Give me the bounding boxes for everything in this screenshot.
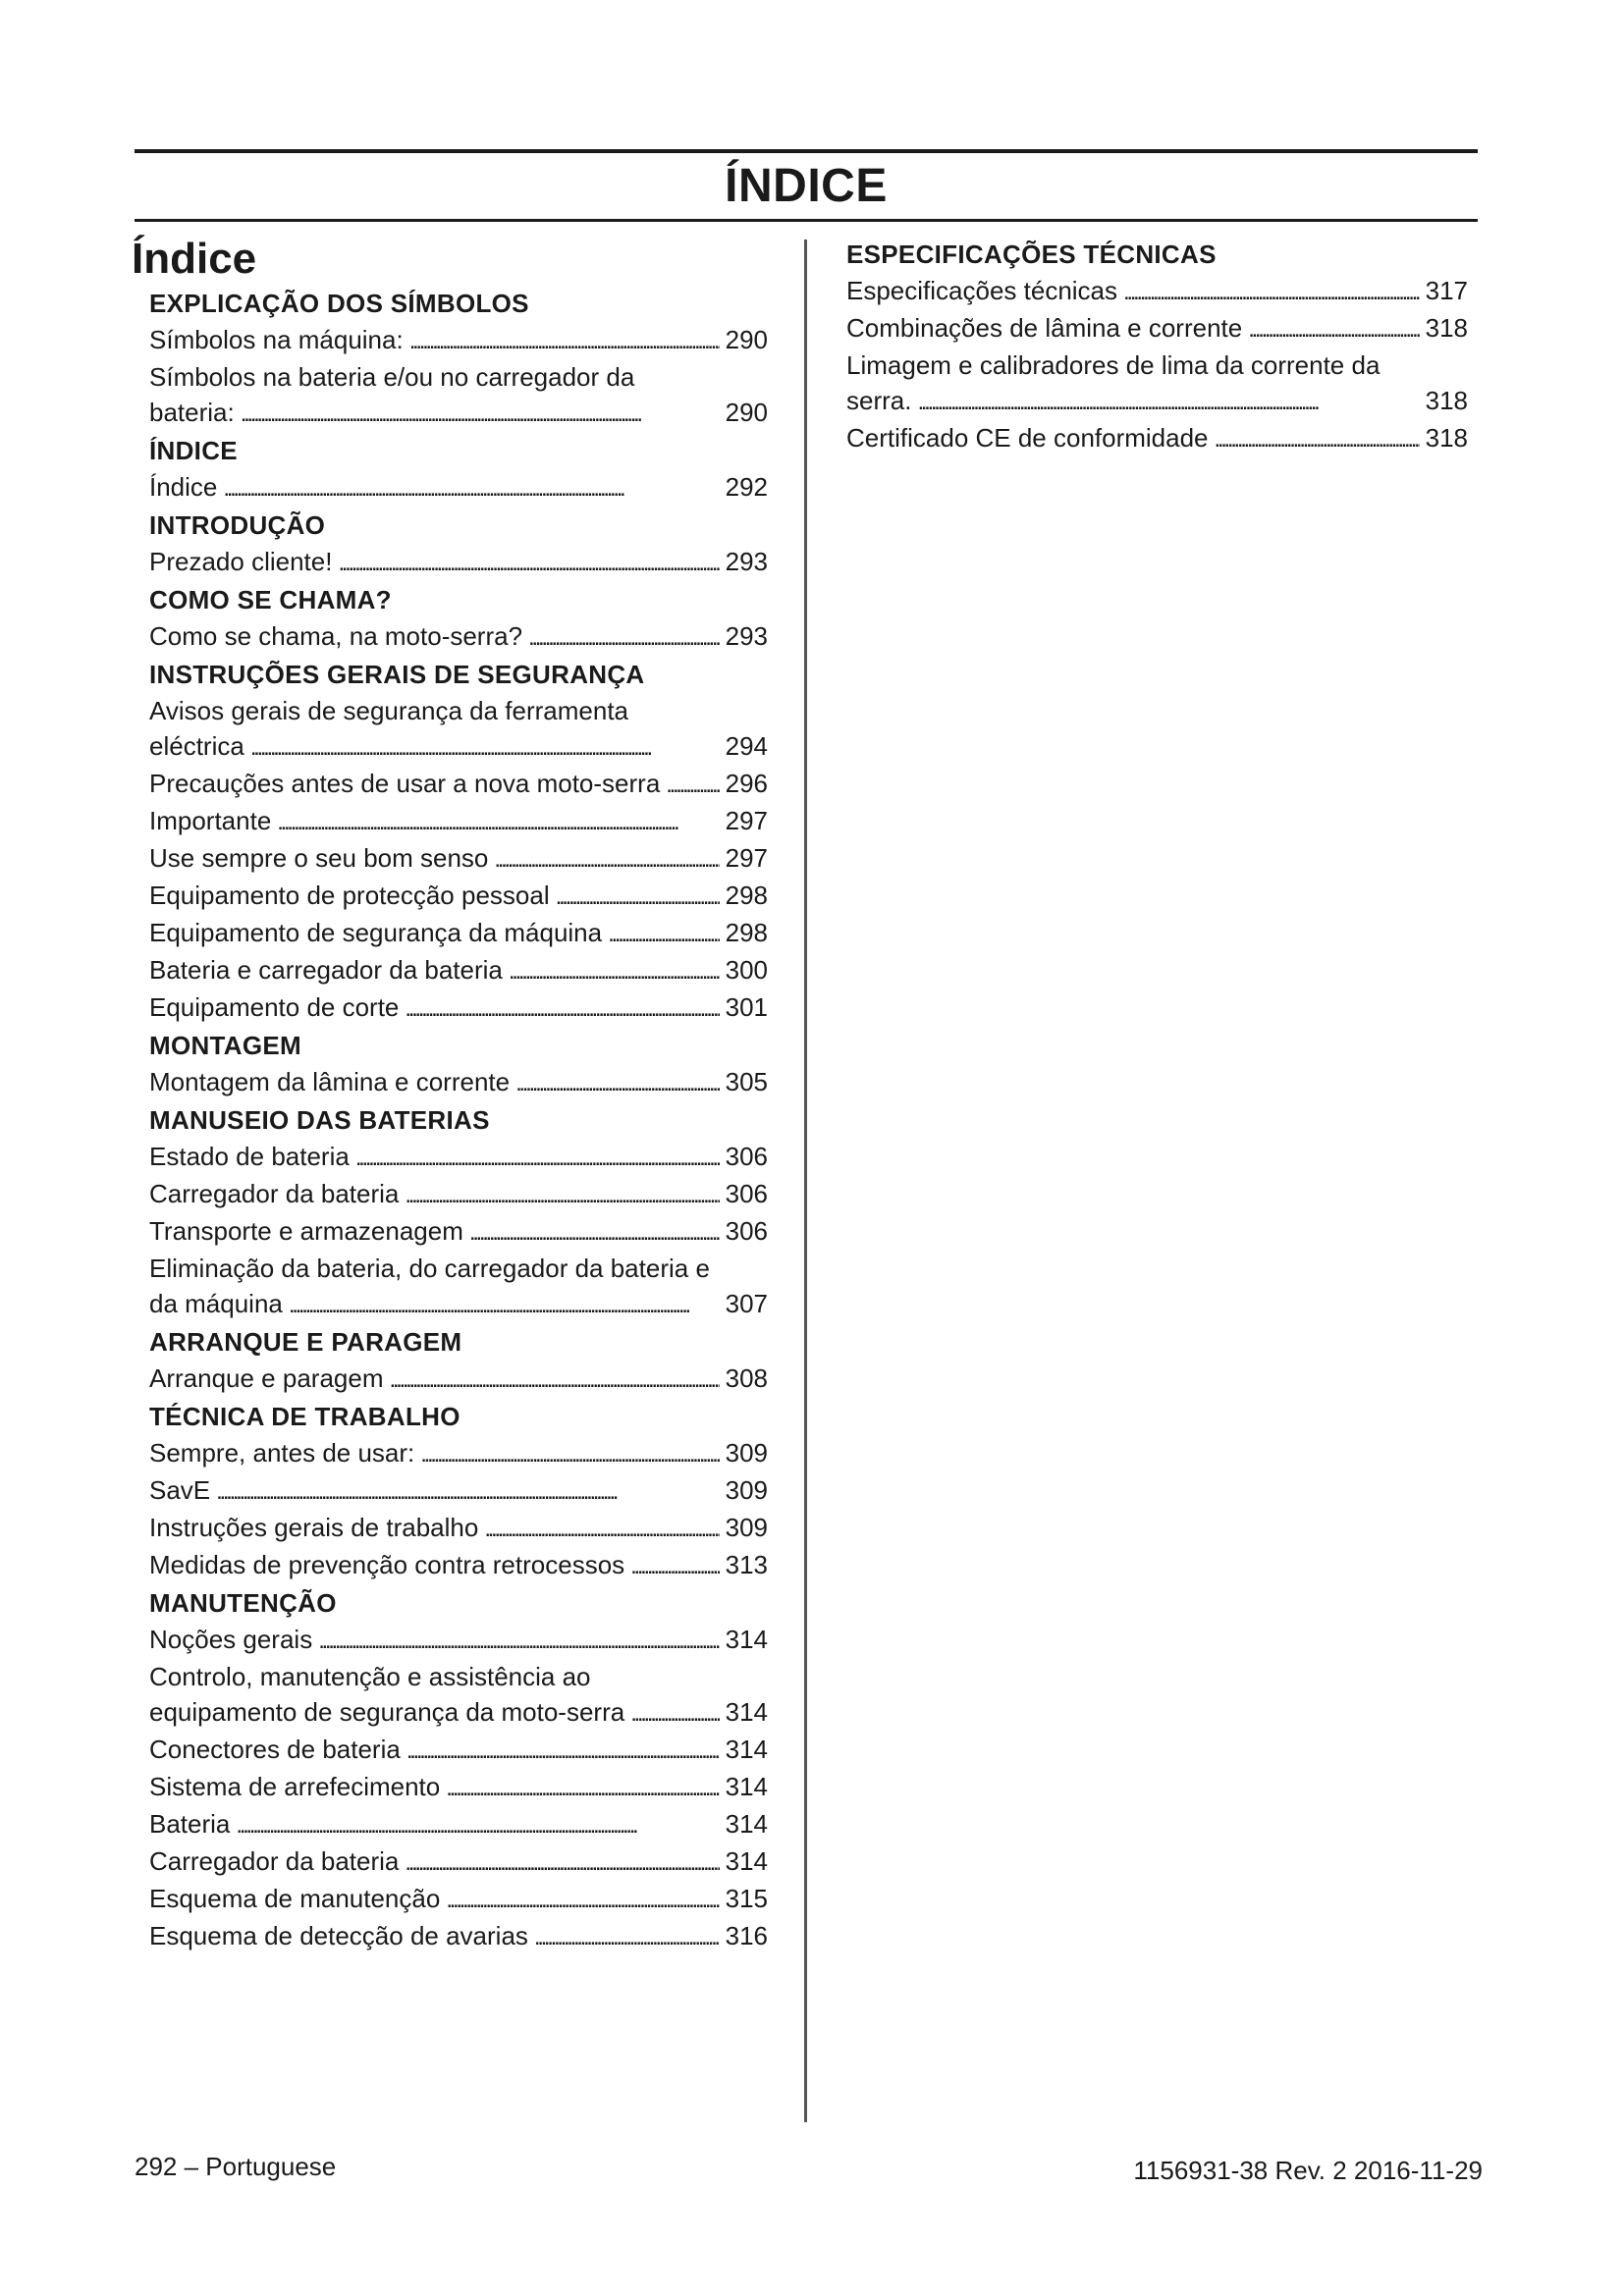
toc-leader-dots xyxy=(338,544,719,581)
toc-page-number: 314 xyxy=(725,1772,768,1801)
toc-page-number: 290 xyxy=(725,325,768,354)
toc-page-number: 294 xyxy=(725,731,768,761)
toc-leader-dots xyxy=(509,952,720,989)
toc-entry[interactable] xyxy=(149,1435,768,1472)
toc-entry-text-line: Eliminação da bateria, do carregador da bateria e xyxy=(149,1254,710,1283)
page-title: ÍNDICE xyxy=(725,160,888,212)
toc-entry-text-line: Limagem e calibradores de lima da corrente da xyxy=(846,350,1380,380)
toc-entry[interactable] xyxy=(149,1659,768,1732)
toc-entry-text: Carregador da bateria xyxy=(149,1846,400,1876)
toc-group-title: ESPECIFICAÇÕES TÉCNICAS xyxy=(846,240,1217,269)
toc-entry-text: Equipamento de corte xyxy=(149,992,400,1022)
toc-entry-text-line: Símbolos na bateria e/ou no carregador da xyxy=(149,362,635,392)
toc-entry-text: Precauções antes de usar a nova moto-serra xyxy=(149,769,661,798)
toc-entry[interactable] xyxy=(149,1547,768,1584)
toc-group-title: ARRANQUE E PARAGEM xyxy=(149,1327,462,1357)
toc-entry[interactable] xyxy=(149,1843,768,1881)
toc-entry[interactable] xyxy=(149,1176,768,1213)
toc-page-number: 305 xyxy=(725,1067,768,1096)
toc-page-number: 308 xyxy=(725,1363,768,1393)
toc-leader-dots xyxy=(469,1213,720,1251)
toc-entry-text: Montagem da lâmina e corrente xyxy=(149,1067,511,1096)
toc-page-number: 298 xyxy=(725,881,768,910)
toc-entry[interactable] xyxy=(149,544,768,581)
toc-page-number: 290 xyxy=(725,398,768,427)
toc-entry-text: Como se chama, na moto-serra? xyxy=(149,621,523,651)
toc-page-number: 318 xyxy=(1425,386,1468,415)
toc-leader-dots xyxy=(1123,273,1420,310)
toc-leader-dots xyxy=(1248,310,1419,347)
toc-entry-text: Conectores de bateria xyxy=(149,1735,401,1764)
toc-leader-dots xyxy=(630,1694,719,1732)
toc-leader-dots xyxy=(277,803,719,840)
toc-page-number: 301 xyxy=(725,992,768,1022)
toc-page-number: 316 xyxy=(725,1921,768,1950)
toc-leader-dots xyxy=(405,1176,719,1213)
toc-leader-dots xyxy=(318,1622,719,1659)
toc-leader-dots xyxy=(289,1286,720,1323)
toc-entry-text: Bateria e carregador da bateria xyxy=(149,955,503,985)
toc-entry-text: eléctrica xyxy=(149,731,244,761)
toc-leader-dots xyxy=(250,728,720,766)
toc-entry[interactable] xyxy=(846,347,1468,420)
toc-page-number: 314 xyxy=(725,1625,768,1654)
toc-leader-dots xyxy=(534,1918,720,1955)
toc-entry-text-line: Avisos gerais de segurança da ferramenta xyxy=(149,696,629,725)
toc-entry-text-line: Controlo, manutenção e assistência ao xyxy=(149,1662,591,1691)
toc-entry-text: Transporte e armazenagem xyxy=(149,1216,463,1246)
toc-group-title: COMO SE CHAMA? xyxy=(149,585,392,614)
toc-page-number: 309 xyxy=(725,1513,768,1542)
toc-entry[interactable] xyxy=(149,1064,768,1101)
toc-entry[interactable] xyxy=(149,693,768,766)
toc-page-number: 317 xyxy=(1425,276,1468,305)
toc-entry-text: serra. xyxy=(846,386,912,415)
toc-page-number: 314 xyxy=(725,1697,768,1727)
toc-leader-dots xyxy=(666,766,719,803)
toc-entry-text: Esquema de detecção de avarias xyxy=(149,1921,528,1950)
toc-entry[interactable] xyxy=(149,1139,768,1176)
column-divider xyxy=(804,240,807,2122)
header-rule-top xyxy=(135,149,1478,153)
toc-entry[interactable] xyxy=(149,803,768,840)
toc-entry-text: Carregador da bateria xyxy=(149,1179,400,1208)
toc-page-number: 313 xyxy=(725,1550,768,1579)
toc-leader-dots xyxy=(446,1881,719,1918)
toc-group-title: INTRODUÇÃO xyxy=(149,510,326,540)
toc-entry-text: bateria: xyxy=(149,398,235,427)
toc-group-title: MANUTENÇÃO xyxy=(149,1588,337,1618)
toc-entry-text: Sempre, antes de usar: xyxy=(149,1438,415,1468)
toc-group-title: ÍNDICE xyxy=(149,436,238,465)
toc-leader-dots xyxy=(420,1435,719,1472)
toc-entry[interactable] xyxy=(149,915,768,952)
toc-entry-text: Certificado CE de conformidade xyxy=(846,423,1209,453)
toc-entry[interactable] xyxy=(149,878,768,915)
toc-entry[interactable] xyxy=(149,1472,768,1510)
toc-entry-text: Equipamento de protecção pessoal xyxy=(149,881,550,910)
toc-entry-text: Especificações técnicas xyxy=(846,276,1118,305)
toc-entry-text: Arranque e paragem xyxy=(149,1363,384,1393)
toc-leader-dots xyxy=(355,1139,720,1176)
toc-leader-dots xyxy=(528,618,720,656)
toc-page-number: 309 xyxy=(725,1475,768,1505)
toc-page-number: 318 xyxy=(1425,423,1468,453)
toc-entry-text: Índice xyxy=(149,472,218,502)
section-heading: Índice xyxy=(132,235,257,283)
toc-left-column xyxy=(149,285,768,1955)
toc-leader-dots xyxy=(1215,420,1420,457)
toc-entry[interactable] xyxy=(846,273,1468,310)
toc-entry-text: equipamento de segurança da moto-serra xyxy=(149,1697,625,1727)
toc-entry[interactable] xyxy=(149,952,768,989)
toc-entry-text: Combinações de lâmina e corrente xyxy=(846,313,1243,343)
toc-page-number: 306 xyxy=(725,1216,768,1246)
toc-leader-dots xyxy=(223,469,719,507)
toc-page-number: 297 xyxy=(725,843,768,873)
toc-group-title: MANUSEIO DAS BATERIAS xyxy=(149,1105,490,1135)
toc-entry[interactable] xyxy=(149,1510,768,1547)
toc-entry-text: SavE xyxy=(149,1475,211,1505)
toc-entry[interactable] xyxy=(149,1918,768,1955)
toc-page-number: 309 xyxy=(725,1438,768,1468)
toc-leader-dots xyxy=(917,383,1419,420)
toc-leader-dots xyxy=(484,1510,719,1547)
toc-page-number: 318 xyxy=(1425,313,1468,343)
toc-leader-dots xyxy=(405,1843,719,1881)
footer-document-id: 1156931-38 Rev. 2 2016-11-29 xyxy=(1133,2156,1483,2185)
toc-page-number: 314 xyxy=(725,1809,768,1839)
toc-group-title: INSTRUÇÕES GERAIS DE SEGURANÇA xyxy=(149,660,645,689)
toc-page-number: 300 xyxy=(725,955,768,985)
toc-leader-dots xyxy=(556,878,720,915)
footer-page-label: 292 – Portuguese xyxy=(135,2152,337,2181)
header-rule-bottom xyxy=(135,219,1478,222)
toc-page-number: 296 xyxy=(725,769,768,798)
toc-page-number: 292 xyxy=(725,472,768,502)
toc-entry[interactable] xyxy=(149,766,768,803)
toc-entry-text: Sistema de arrefecimento xyxy=(149,1772,441,1801)
toc-page-number: 298 xyxy=(725,918,768,947)
toc-leader-dots xyxy=(389,1361,719,1398)
toc-entry[interactable] xyxy=(149,1361,768,1398)
toc-entry[interactable] xyxy=(846,420,1468,457)
toc-entry[interactable] xyxy=(149,1732,768,1769)
toc-entry[interactable] xyxy=(846,310,1468,347)
toc-leader-dots xyxy=(494,840,719,878)
toc-leader-dots xyxy=(405,989,719,1027)
toc-leader-dots xyxy=(409,322,720,359)
toc-entry[interactable] xyxy=(149,1806,768,1843)
toc-page-number: 314 xyxy=(725,1846,768,1876)
toc-leader-dots xyxy=(406,1732,720,1769)
toc-entry-text: Importante xyxy=(149,806,272,835)
toc-page-number: 306 xyxy=(725,1142,768,1171)
toc-leader-dots xyxy=(630,1547,719,1584)
toc-leader-dots xyxy=(446,1769,719,1806)
toc-page-number: 306 xyxy=(725,1179,768,1208)
toc-entry[interactable] xyxy=(149,989,768,1027)
toc-entry-text: Instruções gerais de trabalho xyxy=(149,1513,479,1542)
toc-entry[interactable] xyxy=(149,1213,768,1251)
toc-entry-text: Bateria xyxy=(149,1809,231,1839)
toc-entry[interactable] xyxy=(149,322,768,359)
toc-entry[interactable] xyxy=(149,1769,768,1806)
toc-entry[interactable] xyxy=(149,1622,768,1659)
toc-entry-text: Prezado cliente! xyxy=(149,547,333,576)
toc-page-number: 307 xyxy=(725,1289,768,1318)
toc-page-number: 293 xyxy=(725,547,768,576)
toc-page-number: 293 xyxy=(725,621,768,651)
toc-entry-text: Medidas de prevenção contra retrocessos xyxy=(149,1550,625,1579)
toc-entry[interactable] xyxy=(149,840,768,878)
toc-leader-dots xyxy=(515,1064,720,1101)
toc-entry-text: Estado de bateria xyxy=(149,1142,350,1171)
toc-leader-dots xyxy=(236,1806,719,1843)
toc-entry-text: Use sempre o seu bom senso xyxy=(149,843,489,873)
toc-entry[interactable] xyxy=(149,1881,768,1918)
toc-right-column xyxy=(846,236,1468,457)
toc-page-number: 315 xyxy=(725,1884,768,1913)
toc-entry[interactable] xyxy=(149,469,768,507)
toc-page-number: 314 xyxy=(725,1735,768,1764)
toc-entry-text: Noções gerais xyxy=(149,1625,313,1654)
toc-leader-dots xyxy=(241,395,720,432)
toc-entry[interactable] xyxy=(149,359,768,432)
toc-leader-dots xyxy=(216,1472,719,1510)
toc-leader-dots xyxy=(608,915,720,952)
toc-page-number: 297 xyxy=(725,806,768,835)
toc-entry[interactable] xyxy=(149,618,768,656)
toc-entry-text: Equipamento de segurança da máquina xyxy=(149,918,603,947)
toc-group-title: TÉCNICA DE TRABALHO xyxy=(149,1402,460,1431)
toc-entry-text: Símbolos na máquina: xyxy=(149,325,404,354)
toc-entry[interactable] xyxy=(149,1251,768,1323)
toc-group-title: MONTAGEM xyxy=(149,1031,302,1060)
toc-group-title: EXPLICAÇÃO DOS SÍMBOLOS xyxy=(149,289,529,318)
toc-entry-text: Esquema de manutenção xyxy=(149,1884,441,1913)
toc-entry-text: da máquina xyxy=(149,1289,283,1318)
